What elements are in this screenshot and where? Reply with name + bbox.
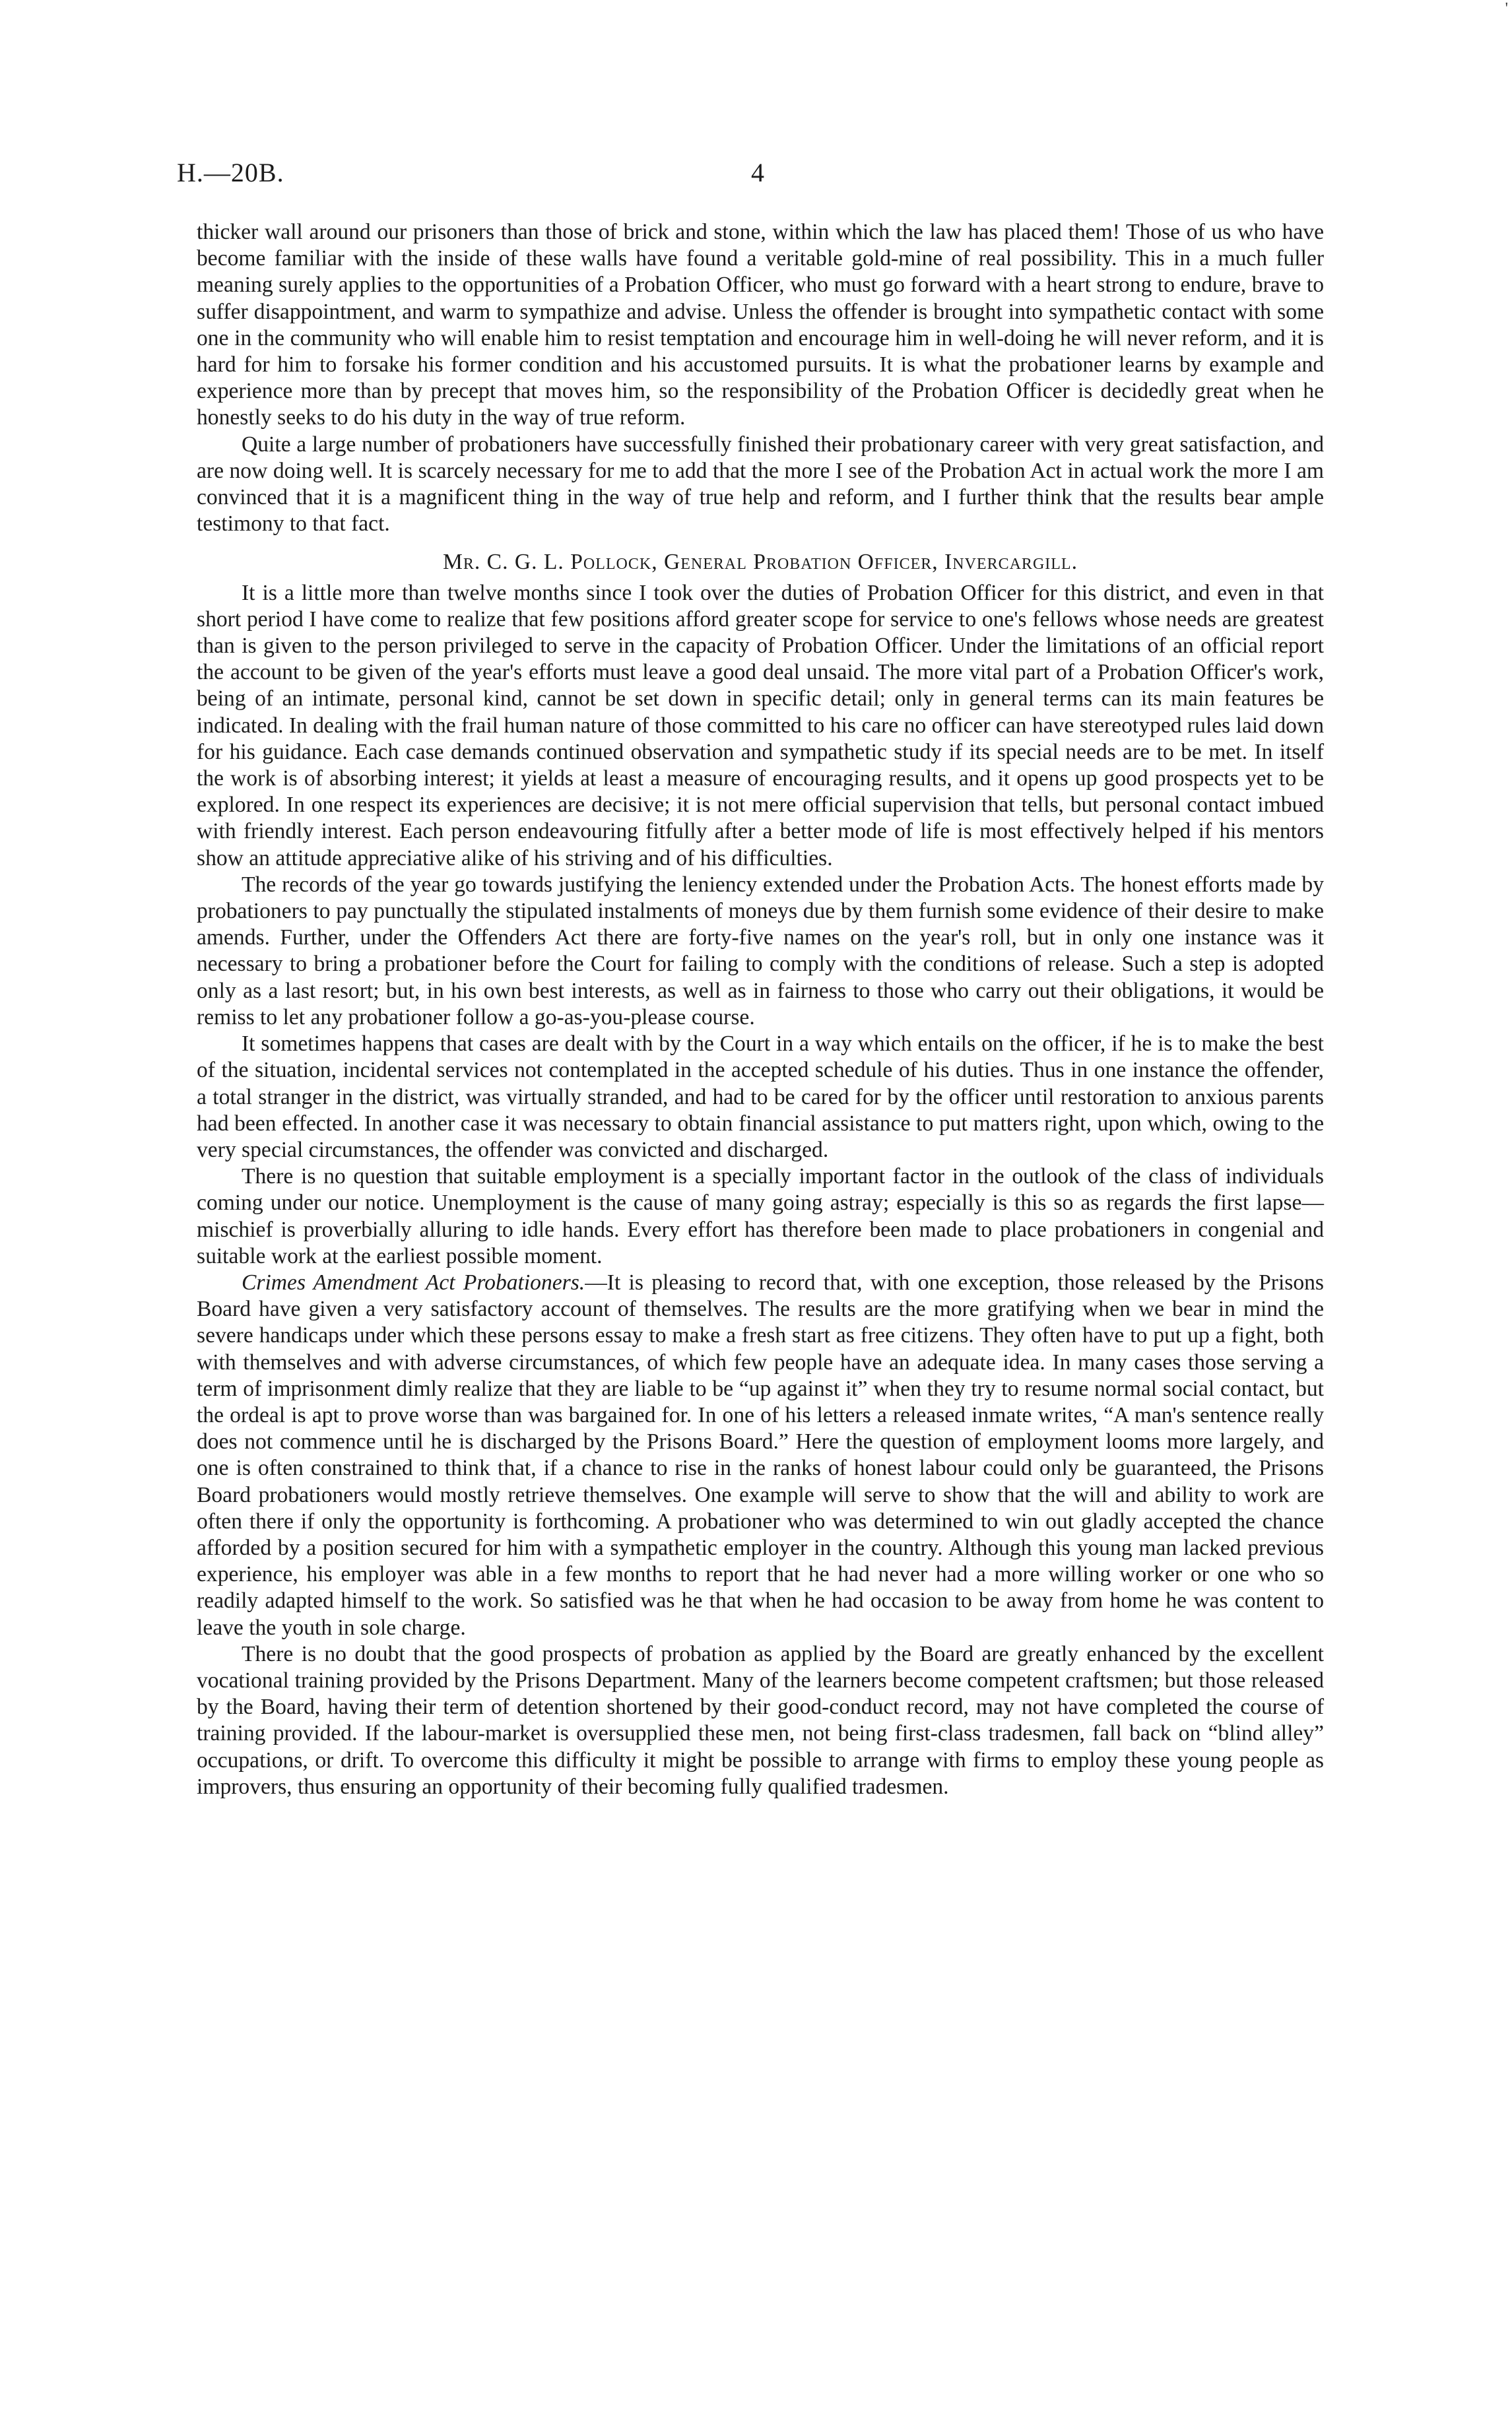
paragraph: It sometimes happens that cases are dealt with by the Court in a way which entails on the officer, if he is to make the best of the situation, incidental services not contemplated in the accepted schedule of his duties. Thus in one instance the offender, a total stranger in the district, was virtually stranded, and had to be cared for by the officer until restoration to anxious parents had been effected. In another case it was necessary to obtain financial assistance to put matters right, upon which, owing to the very special circumstances, the offender was convicted and discharged. (197, 1031, 1324, 1162)
section-heading: Mr. C. G. L. Pollock, General Probation Officer, Invercargill. (443, 550, 1078, 575)
paragraph: Quite a large number of probationers have successfully finished their probationary career with very great satisfaction, and are now doing well. It is scarcely necessary for me to add that the more I see of the Probation Act in actual work the more I am convinced that it is a magnificent thing in the way of true help and reform, and I further think that the results bear ample testimony to that fact. (197, 432, 1324, 537)
paragraph: The records of the year go towards justifying the leniency extended under the Probation Acts. The honest efforts made by probationers to pay punctually the stipulated instalments of moneys due by them furnish some evidence of their desire to make amends. Further, under the Offenders Act there are forty-five names on the year's roll, but in only one instance was it necessary to bring a probationer before the Court for failing to comply with the conditions of release. Such a step is adopted only as a last resort; but, in his own best interests, as well as in fairness to those who carry out their obligations, it would be remiss to let any probationer follow a go-as-you-please course. (197, 872, 1324, 1029)
corner-mark: ' (1505, 0, 1508, 17)
paragraph-crimes-amendment (197, 1270, 1324, 1641)
page-header (177, 157, 1338, 197)
crimes-amendment-text: —It is pleasing to record that, with one exception, those released by the Prisons Board have given a very satisfactory account of themselves. The results are the more gratifying when we bear in mind the severe handicaps under which these persons essay to make a fresh start as free citizens. They often have to put up a fight, both with themselves and with adverse circumstances, of which few people have an adequate idea. In many cases those serving a term of imprisonment dimly realize that they are liable to be “up against it” when they try to resume normal social contact, but the ordeal is apt to prove worse than was bargained for. In one of his letters a released inmate writes, “A man's sentence really does not commence until he is discharged by the Prisons Board.” Here the question of employment looms more largely, and one is often constrained to think that, if a chance to rise in the ranks of honest labour could only be guaranteed, the Prisons Board probationers would mostly retrieve themselves. One example will serve to show that the will and ability to work are often there if only the opportunity is forthcoming. A probationer who was determined to win out gladly accepted the chance afforded by a position secured for him with a sympathetic employer in the country. Although this young man lacked previous experience, his employer was able in a few months to report that he had never had a more willing worker or one who so readily adapted himself to the work. So satisfied was he that when he had occasion to be away from home he was content to leave the youth in sole charge. (197, 1270, 1324, 1640)
paragraph: It is a little more than twelve months since I took over the duties of Probation Officer for this district, and even in that short period I have come to realize that few positions afford greater scope for service to one's fellows whose needs are greatest than is given to the person privileged to serve in the capacity of Probation Officer. Under the limitations of an official report the account to be given of the year's efforts must leave a good deal unsaid. The more vital part of a Probation Officer's work, being of an intimate, personal kind, cannot be set down in specific detail; only in general terms can its main features be indicated. In dealing with the frail human nature of those committed to his care no officer can have stereotyped rules laid down for his guidance. Each case demands continued observation and sympathetic study if its special needs are to be met. In itself the work is of absorbing interest; it yields at least a measure of encouraging results, and it opens up good prospects yet to be explored. In one respect its experiences are decisive; it is not mere official supervision that tells, but personal contact imbued with friendly interest. Each person endeavouring fitfully after a better mode of life is most effectively helped if his mentors show an attitude appreciative alike of his striving and of his difficulties. (197, 580, 1324, 870)
crimes-amendment-lead: Crimes Amendment Act Probationers. (242, 1270, 585, 1295)
page-number: 4 (751, 158, 764, 187)
paragraph: There is no question that suitable employment is a specially important factor in the outlook of the class of individuals coming under our notice. Unemployment is the cause of many going astray; especially is this so as regards the first lapse—mischief is proverbially alluring to idle hands. Every effort has therefore been made to place probationers in congenial and suitable work at the earliest possible moment. (197, 1164, 1324, 1268)
paragraph: There is no doubt that the good prospects of probation as applied by the Board are greatly enhanced by the excellent vocational training provided by the Prisons Department. Many of the learners become competent craftsmen; but those released by the Board, having their term of detention shortened by their good-conduct record, may not have completed the course of training provided. If the labour-market is oversupplied these men, not being first-class tradesmen, fall back on “blind alley” occupations, or drift. To overcome this difficulty it might be possible to arrange with firms to employ these young people as improvers, thus ensuring an opportunity of their becoming fully qualified tradesmen. (197, 1641, 1324, 1799)
document-body (197, 219, 1324, 1800)
document-reference: H.—20B. (177, 158, 284, 187)
paragraph-continuation: thicker wall around our prisoners than those of brick and stone, within which the law has placed them! Those of us who have become familiar with the inside of these walls have found a veritable gold-mine of real possibility. This in a much fuller meaning surely applies to the opportunities of a Probation Officer, who must go forward with a heart strong to endure, brave to suffer disappointment, and warm to sympathize and advise. Unless the offender is brought into sympathetic contact with some one in the community who will enable him to resist temptation and encourage him in well-doing he will never reform, and it is hard for him to forsake his former condition and his accustomed pursuits. It is what the probationer learns by example and experience more than by precept that moves him, so the responsibility of the Probation Officer is decidedly great when he honestly seeks to do his duty in the way of true reform. (197, 220, 1324, 430)
